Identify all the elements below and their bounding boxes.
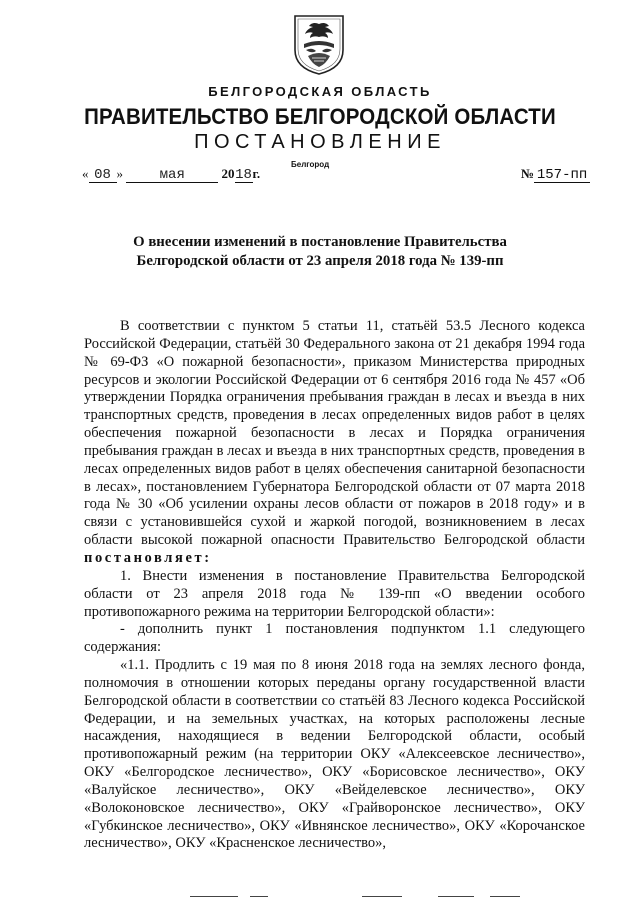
preamble-text: В соответствии с пунктом 5 статьи 11, статьёй 53.5 Лесного кодекса Российской Федерации, статьёй 30 Федерального закона от 21 декабря 1994 года № 69-ФЗ «О пожарной безопасности», приказом Министерства природных ресурсов и экологии Российской Федерации от 6 сентября 2016 года № 457 «Об утверждении Порядка ограничения пребывания граждан в лесах и въезда в них транспортных средств, проведения в лесах определенных видов работ в целях обеспечения пожарной безопасности в лесах и Порядка ограничения пребывания граждан в лесах и въезда в них транспортных средств, проведения в лесах определенных видов работ в целях обеспечения санитарной безопасности в лесах», постановлением Губернатора Белгородской области от 07 марта 2018 года № 30 «Об усилении охраны лесов области от пожаров в 2018 году» и в связи с установившейся сухой и жаркой погодой, возникновением в лесах области высокой пожарной опасности Правительство Белгородской области <box>84 318 585 549</box>
document-type: ПОСТАНОВЛЕНИЕ <box>194 131 446 153</box>
coat-of-arms-icon <box>292 14 346 76</box>
date-open-quote: « <box>82 166 89 181</box>
number-value: 157-пп <box>534 169 590 183</box>
number-sign: № <box>521 166 535 181</box>
paragraph-item-1: 1. Внести изменения в постановление Правительства Белгородской области от 23 апреля 2018 года № 139-пп «О введении особого противопожарного режима на территории Белгородской области»: <box>84 567 585 620</box>
date-year-prefix: 20 <box>221 166 235 181</box>
heading-line-1: О внесении изменений в постановление Правительства <box>133 234 507 250</box>
resolves-keyword: постановляет: <box>84 549 212 566</box>
region-name: БЕЛГОРОДСКАЯ ОБЛАСТЬ <box>208 84 432 99</box>
date-year-suffix: 18 <box>235 167 252 183</box>
footer-line <box>190 896 238 897</box>
date-year-mark: г. <box>252 166 261 181</box>
city-name: Белгород <box>291 160 330 169</box>
document-heading <box>0 233 640 271</box>
paragraph-amendment: - дополнить пункт 1 постановления подпунктом 1.1 следующего содержания: <box>84 621 585 656</box>
date-close-quote: » <box>116 166 123 181</box>
government-title: ПРАВИТЕЛЬСТВО БЕЛГОРОДСКОЙ ОБЛАСТИ <box>84 104 556 129</box>
heading-line-2: Белгородской области от 23 апреля 2018 года № 139-пп <box>136 253 504 269</box>
footer-line <box>490 896 520 897</box>
footer-line <box>362 896 402 897</box>
footer-line <box>250 896 268 897</box>
footer-line <box>438 896 474 897</box>
date-day: 08 <box>89 169 117 183</box>
paragraph-subitem-1-1: «1.1. Продлить с 19 мая по 8 июня 2018 года на землях лесного фонда, полномочия в отношении которых переданы органу государственной власти Белгородской области в соответствии со статьёй 83 Лесного кодекса Российской Федерации, и на земельных участках, на которых расположены лесные насаждения, находящиеся в ведении Белгородской области, особый противопожарный режим (на территории ОКУ «Алексеевское лесничество», ОКУ «Белгородское лесничество», ОКУ «Борисовское лесничество», ОКУ «Валуйское лесничество», ОКУ «Вейделевское лесничество», ОКУ «Волоконовское лесничество», ОКУ «Грайворонское лесничество», ОКУ «Губкинское лесничество», ОКУ «Ивнянское лесничество», ОКУ «Корочанское лесничество», ОКУ «Красненское лесничество», <box>84 657 585 852</box>
document-date <box>82 166 260 183</box>
date-month: мая <box>126 169 218 183</box>
paragraph-preamble <box>84 318 585 568</box>
document-number <box>521 166 590 183</box>
document-body <box>84 318 585 853</box>
